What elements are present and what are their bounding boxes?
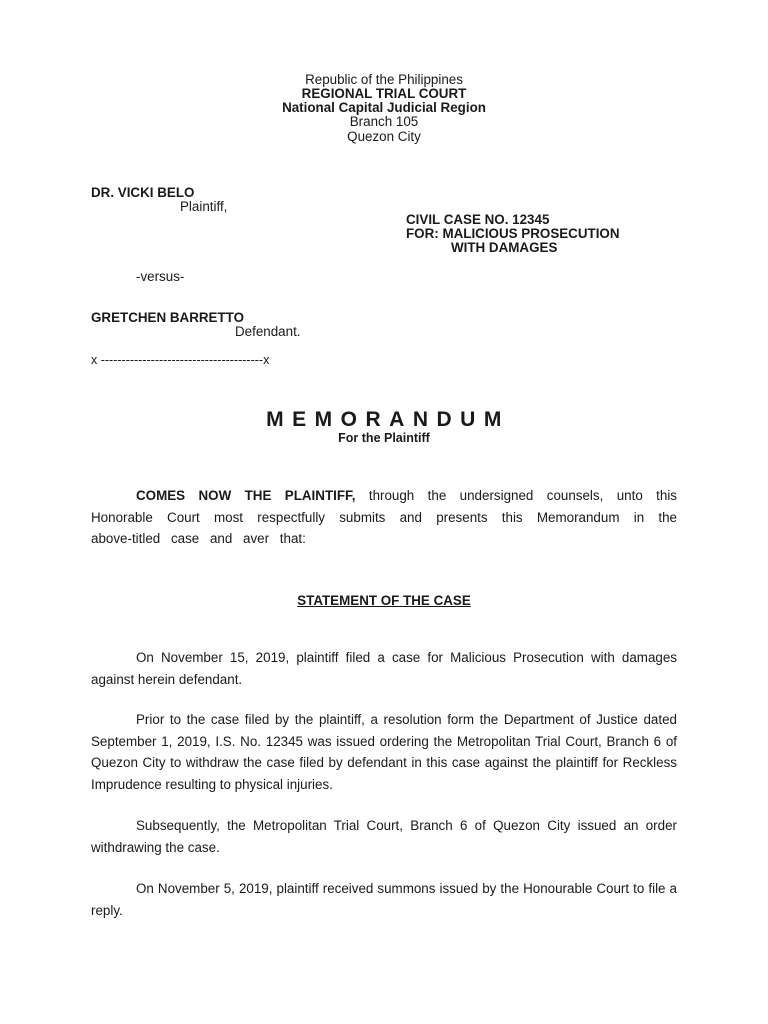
intro-lead: COMES NOW THE PLAINTIFF,	[136, 488, 356, 503]
memorandum-title: MEMORANDUM	[266, 408, 510, 431]
memorandum-subtitle: For the Plaintiff	[338, 431, 430, 445]
court-city: Quezon City	[347, 129, 421, 144]
caption-separator: x ---------------------------------------x	[91, 353, 270, 367]
intro-text: through the undersigned counsels, unto this Honorable Court most respectfully submits and presents this Memorandum in the above-titled case and aver that:	[91, 488, 678, 547]
statement-paragraph: Prior to the case filed by the plaintiff, a resolution form the Department of Justice dated September 1, 2019, I.S. No. 12345 was issued ordering the Metropolitan Trial Court, Branch 6 of Quezon City to withdraw the case filed by defendant in this case against the plaintiff for Reckless Imprudence resulting to physical injuries.	[91, 712, 677, 792]
statement-paragraph: On November 15, 2019, plaintiff filed a case for Malicious Prosecution with damages against herein defendant.	[91, 650, 677, 687]
plaintiff-role: Plaintiff,	[180, 199, 228, 214]
court-branch: Branch 105	[349, 114, 419, 129]
statement-heading: STATEMENT OF THE CASE	[297, 593, 471, 608]
judicial-region: National Capital Judicial Region	[282, 100, 486, 115]
versus-label: -versus-	[136, 269, 185, 284]
case-nature: FOR: MALICIOUS PROSECUTION	[406, 226, 620, 241]
case-nature-continued: WITH DAMAGES	[451, 240, 558, 255]
intro-paragraph	[91, 485, 677, 550]
plaintiff-name: DR. VICKI BELO	[91, 185, 195, 200]
defendant-role: Defendant.	[235, 324, 301, 339]
republic-line: Republic of the Philippines	[305, 72, 463, 87]
court-name: REGIONAL TRIAL COURT	[301, 86, 467, 101]
statement-paragraph: Subsequently, the Metropolitan Trial Court, Branch 6 of Quezon City issued an order withdrawing the case.	[91, 818, 677, 855]
case-number: CIVIL CASE NO. 12345	[406, 212, 550, 227]
defendant-name: GRETCHEN BARRETTO	[91, 310, 245, 325]
statement-paragraph: On November 5, 2019, plaintiff received summons issued by the Honourable Court to file a reply.	[91, 881, 677, 918]
